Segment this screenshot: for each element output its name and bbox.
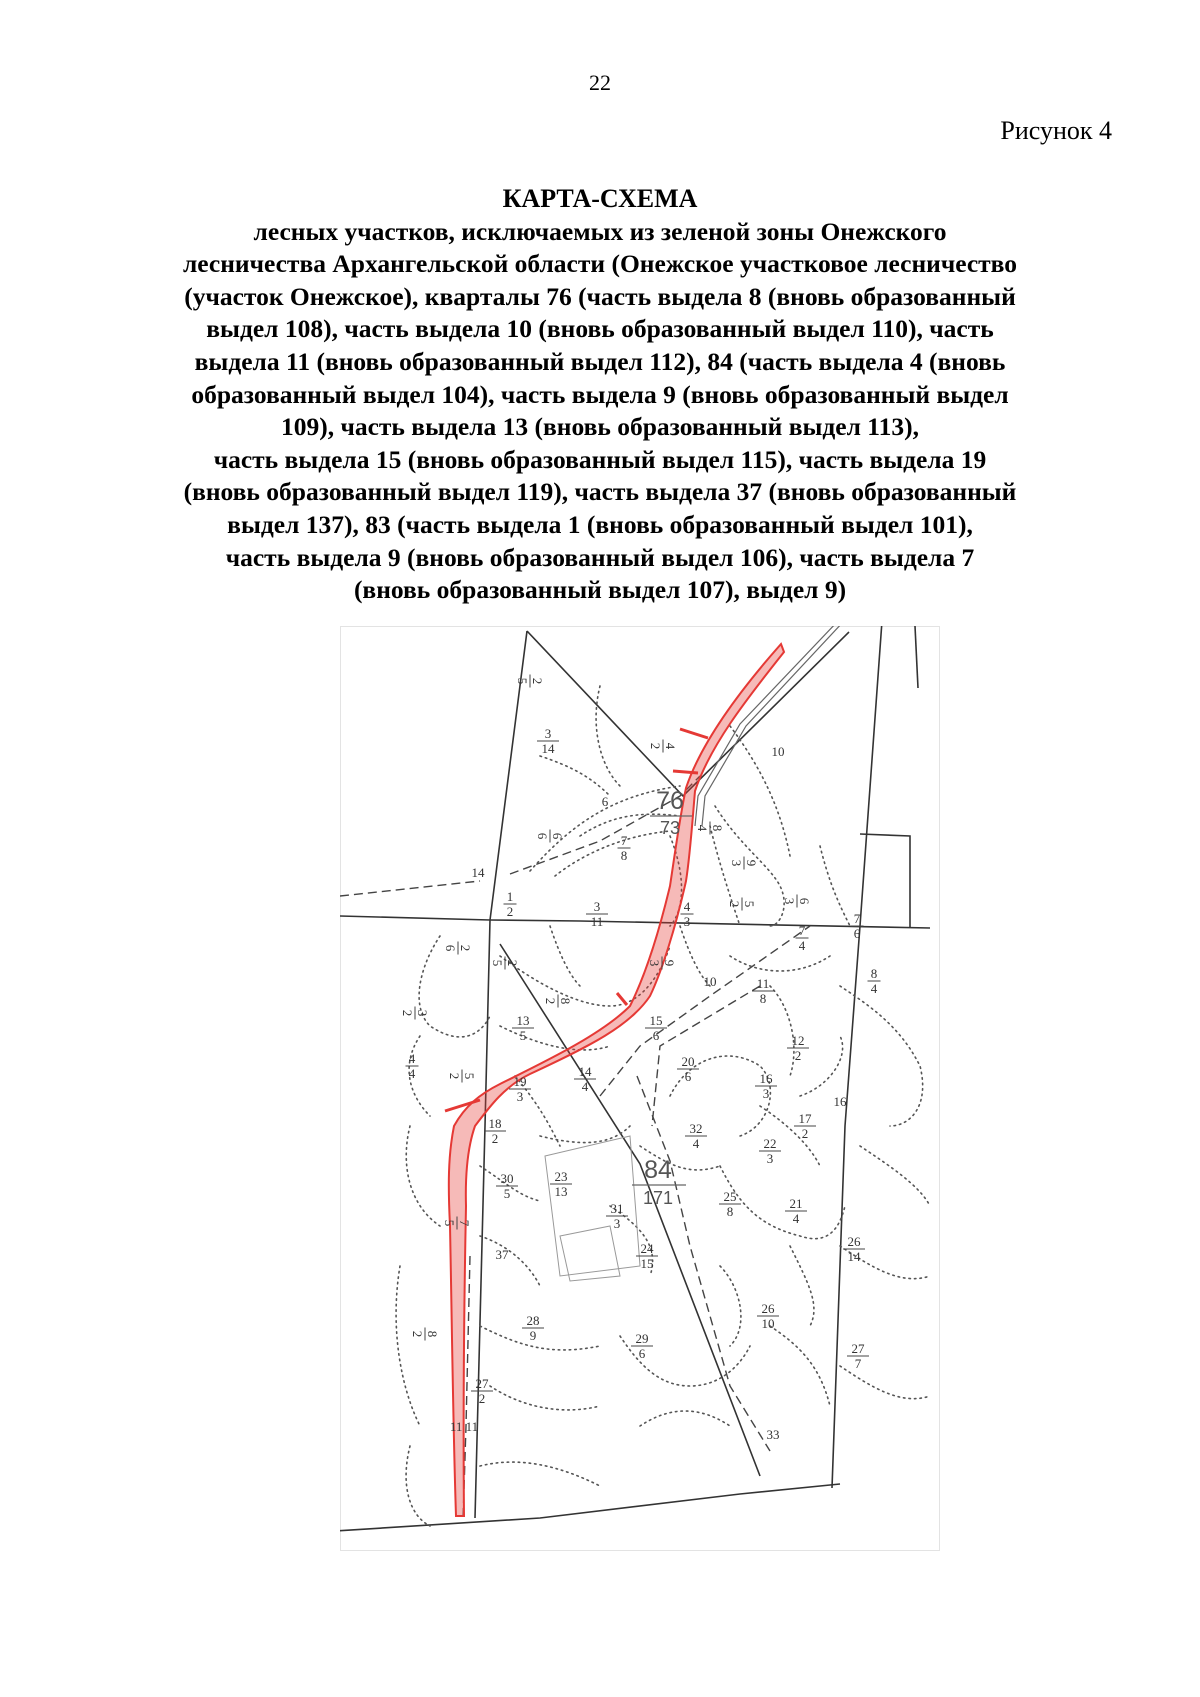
excluded-strip-area (449, 644, 784, 1516)
plot-label-p26_14 (843, 1234, 865, 1264)
plot-area: 6 (443, 944, 458, 952)
plot-area: 4 (695, 824, 710, 832)
plot-number: 15 (649, 1013, 663, 1028)
plot-number: 8 (558, 997, 573, 1005)
plot-area: 3 (782, 897, 797, 905)
plot-number: 30 (500, 1171, 514, 1186)
plot-area: 3 (647, 959, 662, 967)
plot-number: 24 (640, 1241, 654, 1256)
plot-label-p17_2 (794, 1111, 816, 1141)
plot-number: 7 (620, 833, 628, 848)
plot-label-p23_13 (550, 1169, 572, 1199)
plot-number: 11 (756, 976, 770, 991)
plot-label-p16 (834, 1094, 848, 1109)
plot-number: 32 (689, 1121, 703, 1136)
title-line: (вновь образованный выдел 107), выдел 9) (353, 575, 847, 605)
plot-number: 29 (635, 1331, 649, 1346)
plot-number: 4 (683, 899, 691, 914)
plot-label-p4_4 (406, 1051, 419, 1081)
plot-number: 14 (471, 865, 485, 880)
plot-number: 11 11 (449, 1419, 479, 1434)
plot-number: 16 (833, 1094, 847, 1109)
plot-number: 33 (766, 1427, 780, 1442)
plot-area: 3 (683, 914, 691, 929)
plot-area: 13 (554, 1184, 568, 1199)
plot-number: 3 (415, 1009, 430, 1017)
plot-area: 2 (447, 1072, 462, 1080)
map-frame (341, 627, 940, 1551)
plot-number: 9 (662, 959, 677, 967)
title-line: выдел 137), 83 (часть выдела 1 (вновь образованный выдел 101), (227, 509, 973, 539)
plot-label-p6_3 (782, 895, 812, 908)
plot-number: 8 (870, 966, 878, 981)
plot-number: 10 (771, 744, 785, 759)
plot-area: 8 (759, 991, 767, 1006)
plot-number: 6 (601, 794, 609, 809)
plot-label-p8_2a (543, 995, 573, 1008)
plot-label-p3_14 (537, 726, 559, 756)
plot-number: 13 (516, 1013, 530, 1028)
plot-label-p4_3 (681, 899, 694, 929)
quarter-number: 76 (656, 787, 684, 815)
plot-labels (400, 675, 881, 1443)
plot-area: 4 (870, 981, 878, 996)
plot-area: 2 (410, 1330, 425, 1338)
plot-area: 2 (543, 997, 558, 1005)
plot-area: 2 (400, 1009, 415, 1017)
plot-number: 25 (723, 1189, 737, 1204)
plot-area: 6 (652, 1028, 660, 1043)
plot-label-p9_3 (729, 857, 759, 870)
plot-label-p10a (772, 744, 785, 759)
title-line: лесных участков, исключаемых из зеленой зоны Онежского (253, 216, 947, 246)
plot-number: 37 (495, 1247, 509, 1262)
plot-area: 3 (729, 859, 744, 867)
plot-number: 12 (791, 1033, 805, 1048)
plot-label-p12_2 (787, 1033, 809, 1063)
title-line: лесничества Архангельской области (Онежское участковое лесничество (182, 249, 1018, 279)
title-line: часть выдела 9 (вновь образованный выдел 106), часть выдела 7 (225, 542, 975, 572)
plot-area: 4 (408, 1066, 416, 1081)
plot-label-p8_4 (695, 822, 725, 835)
plot-number: 5 (462, 1072, 477, 1080)
strip-marker (617, 993, 627, 1005)
plot-label-p26_10 (757, 1301, 779, 1331)
plot-label-p6 (602, 794, 609, 809)
plot-number: 23 (554, 1169, 568, 1184)
plot-number: 9 (744, 859, 759, 867)
plot-label-p11_8 (752, 976, 774, 1006)
plot-area: 3 (613, 1216, 621, 1231)
plot-number: 7 (457, 1219, 472, 1227)
plot-number: 26 (847, 1234, 861, 1249)
plot-label-p5_2b (447, 1070, 477, 1083)
plot-area: 3 (516, 1089, 524, 1104)
plot-number: 18 (488, 1116, 502, 1131)
plot-number: 1 (506, 889, 514, 904)
plot-number: 4 (408, 1051, 416, 1066)
plot-label-p3_11 (586, 899, 608, 929)
plot-number: 2 (530, 677, 545, 685)
plot-area: 3 (762, 1086, 770, 1101)
plot-area: 2 (506, 904, 514, 919)
plot-label-p8_4b (868, 966, 881, 996)
plot-label-p29_6 (631, 1331, 653, 1361)
plot-area: 3 (766, 1151, 774, 1166)
plot-area: 6 (853, 926, 861, 941)
plot-number: 19 (513, 1074, 527, 1089)
title-line: 109), часть выдела 13 (вновь образованный выдел 113), (280, 412, 920, 442)
plot-area: 8 (620, 848, 628, 863)
page-number: 22 (589, 70, 611, 95)
quarter-area: 171 (642, 1188, 674, 1208)
plot-number: 6 (797, 897, 812, 905)
plot-area: 11 (590, 914, 604, 929)
title-line: выдел 108), часть выдела 10 (вновь образованный выдел 110), часть (206, 314, 994, 344)
plot-area: 6 (535, 832, 550, 840)
plot-number: 10 (703, 974, 717, 989)
map-svg (340, 626, 940, 1551)
plot-area: 4 (798, 938, 806, 953)
plot-label-p20_6 (677, 1054, 699, 1084)
plot-label-p27_2 (471, 1376, 493, 1406)
plot-number: 8 (710, 824, 725, 832)
title-line: часть выдела 15 (вновь образованный выдел 115), часть выдела 19 (213, 444, 987, 474)
plot-area: 6 (684, 1069, 692, 1084)
plot-number: 3 (593, 899, 601, 914)
plot-area: 15 (640, 1256, 654, 1271)
plot-area: 10 (761, 1316, 775, 1331)
plot-label-p7_8 (618, 833, 631, 863)
plot-label-p27_7 (847, 1341, 869, 1371)
plot-label-p1_2 (504, 889, 517, 919)
plot-area: 2 (727, 900, 742, 908)
plot-area: 2 (801, 1126, 809, 1141)
plot-label-p10b (704, 974, 717, 989)
plot-label-p7_4 (796, 923, 809, 953)
quarter-boundaries (340, 626, 930, 1531)
plot-area: 7 (854, 1356, 862, 1371)
map-title: КАРТА-СХЕМА (502, 184, 698, 213)
plot-number: 3 (544, 726, 552, 741)
plot-label-p3_2 (400, 1007, 430, 1020)
plot-area: 5 (515, 677, 530, 685)
plot-area: 5 (490, 959, 505, 967)
quarter-area: 73 (659, 818, 681, 838)
plot-number: 7 (798, 923, 806, 938)
plot-number: 5 (742, 900, 757, 908)
plot-label-p22_3 (759, 1136, 781, 1166)
excluded-strip (445, 644, 784, 1516)
plot-label-p14 (472, 865, 486, 880)
plot-label-p2_6 (443, 942, 473, 955)
plot-number: 2 (458, 944, 473, 952)
strip-marker (673, 771, 698, 773)
plot-label-p28_9 (522, 1313, 544, 1343)
title-line: образованный выдел 104), часть выдела 9 (вновь образованный выдел (191, 379, 1009, 409)
plot-label-p37 (496, 1247, 510, 1262)
plot-area: 5 (519, 1028, 527, 1043)
building-block (545, 1136, 640, 1281)
title-line: (вновь образованный выдел 119), часть выдела 37 (вновь образованный (183, 477, 1017, 507)
plot-number: 6 (550, 832, 565, 840)
figure-label: Рисунок 4 (1000, 116, 1112, 145)
plot-number: 16 (759, 1071, 773, 1086)
plot-area: 4 (692, 1136, 700, 1151)
plot-area: 2 (794, 1048, 802, 1063)
plot-label-p4_2a (648, 740, 678, 753)
plot-label-p6_6 (535, 830, 565, 843)
plot-area: 8 (726, 1204, 734, 1219)
plot-area: 2 (491, 1131, 499, 1146)
plot-label-p11 (450, 1419, 478, 1434)
plot-number: 21 (789, 1196, 803, 1211)
plot-area: 4 (581, 1079, 589, 1094)
plot-area: 9 (529, 1328, 537, 1343)
plot-number: 26 (761, 1301, 775, 1316)
plot-area: 14 (541, 741, 555, 756)
plot-area: 2 (478, 1391, 486, 1406)
plot-label-p32_4 (685, 1121, 707, 1151)
plot-number: 7 (853, 911, 861, 926)
plot-label-p8_2b (410, 1328, 440, 1341)
plot-label-p30_5 (496, 1171, 518, 1201)
plot-area: 14 (847, 1249, 861, 1264)
plot-number: 4 (663, 742, 678, 750)
forest-map (340, 626, 940, 1551)
plot-number: 22 (763, 1136, 777, 1151)
plot-label-p21_4 (785, 1196, 807, 1226)
title-line: (участок Онежское), кварталы 76 (часть выдела 8 (вновь образованный (184, 281, 1016, 311)
quarter-number: 84 (644, 1156, 672, 1184)
plot-number: 31 (610, 1201, 624, 1216)
plot-label-p16_3 (755, 1071, 777, 1101)
title-block (150, 183, 1050, 607)
plot-number: 27 (475, 1376, 489, 1391)
plot-number: 27 (851, 1341, 865, 1356)
strip-marker (680, 729, 708, 738)
plot-label-p33 (767, 1427, 780, 1442)
plot-label-p15_6 (645, 1013, 667, 1043)
plot-label-p18_2 (484, 1116, 506, 1146)
plot-label-p7_5 (442, 1217, 472, 1230)
plot-area: 5 (442, 1219, 457, 1227)
plot-number: 20 (681, 1054, 695, 1069)
plot-area: 5 (503, 1186, 511, 1201)
plot-number: 17 (798, 1111, 812, 1126)
plot-area: 6 (638, 1346, 646, 1361)
plot-number: 8 (425, 1330, 440, 1338)
plot-number: 2 (505, 959, 520, 967)
plot-number: 28 (526, 1313, 540, 1328)
plot-number: 14 (578, 1064, 592, 1079)
title-line: выдела 11 (вновь образованный выдел 112), 84 (часть выдела 4 (вновь (194, 346, 1006, 376)
plot-area: 4 (792, 1211, 800, 1226)
plot-label-p25_8 (719, 1189, 741, 1219)
plot-area: 2 (648, 742, 663, 750)
